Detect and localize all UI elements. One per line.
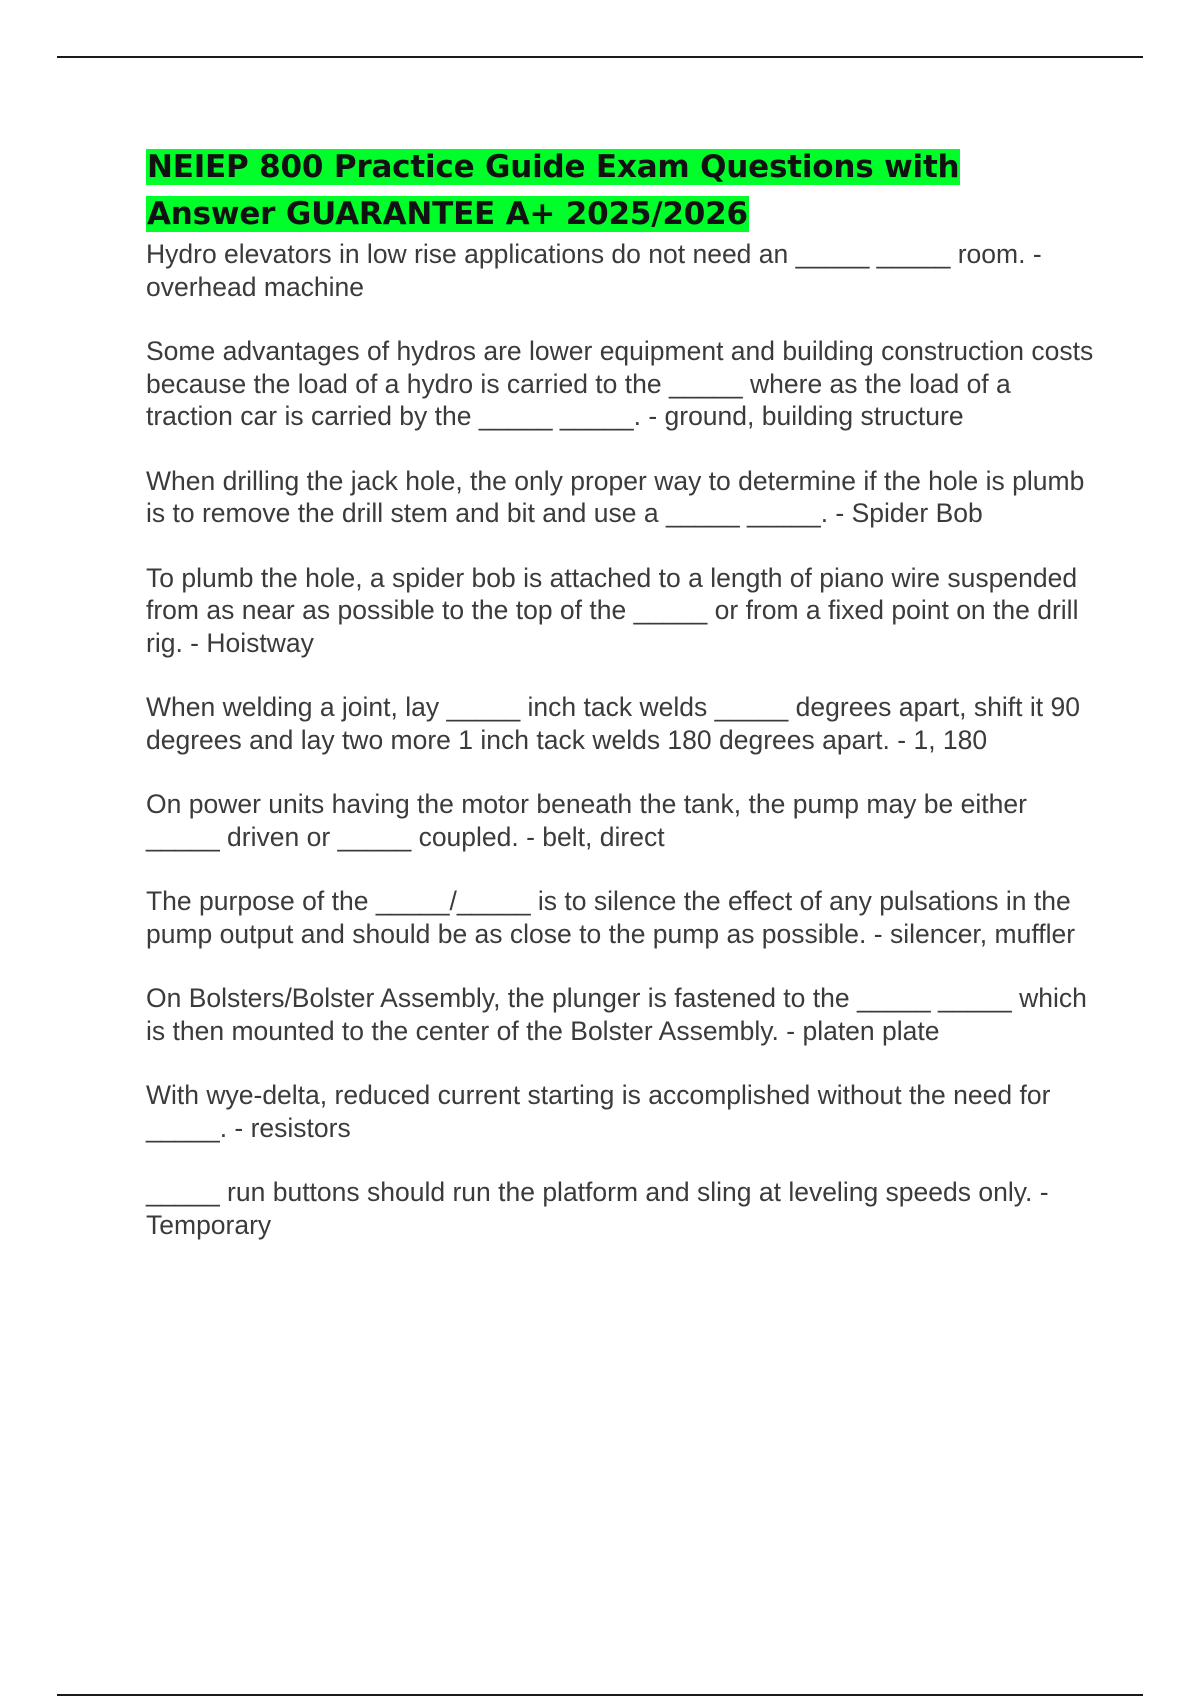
- question-item: When welding a joint, lay _____ inch tack welds _____ degrees apart, shift it 90 degrees and lay two more 1 inch tack welds 180 degrees apart. - 1, 180: [146, 692, 1080, 755]
- question-item: The purpose of the _____/_____ is to silence the effect of any pulsations in the pump output and should be as close to the pump as possible. - silencer, muffler: [146, 886, 1076, 949]
- question-item: To plumb the hole, a spider bob is attached to a length of piano wire suspended from as near as possible to the top of the _____ or from a fixed point on the drill rig. - Hoistway: [146, 562, 1079, 658]
- question-list: [146, 238, 1096, 1241]
- question-item: Some advantages of hydros are lower equipment and building construction costs because the load of a hydro is carried to the _____ where as the load of a traction car is carried by the _____ _____. - ground, building structure: [146, 336, 1094, 431]
- question-item: On Bolsters/Bolster Assembly, the plunger is fastened to the _____ _____ which is then mounted to the center of the Bolster Assembly. - platen plate: [146, 983, 1087, 1046]
- footer-rule: [57, 1694, 1143, 1696]
- question-item: On power units having the motor beneath the tank, the pump may be either _____ driven or _____ coupled. - belt, direct: [146, 789, 1027, 852]
- question-item: _____ run buttons should run the platform and sling at leveling speeds only. - Temporary: [146, 1177, 1049, 1240]
- document-title: [146, 144, 1096, 238]
- document-title-line-1: NEIEP 800 Practice Guide Exam Questions with: [147, 149, 960, 185]
- question-item: Hydro elevators in low rise applications do not need an _____ _____ room. - overhead machine: [146, 239, 1042, 302]
- question-item: With wye-delta, reduced current starting is accomplished without the need for _____. - resistors: [146, 1080, 1051, 1143]
- document-title-line-2: Answer GUARANTEE A+ 2025/2026: [147, 196, 748, 232]
- header-rule: [57, 56, 1143, 58]
- question-item: When drilling the jack hole, the only proper way to determine if the hole is plumb is to remove the drill stem and bit and use a _____ _____. - Spider Bob: [146, 465, 1085, 528]
- document-body: [146, 144, 1096, 1273]
